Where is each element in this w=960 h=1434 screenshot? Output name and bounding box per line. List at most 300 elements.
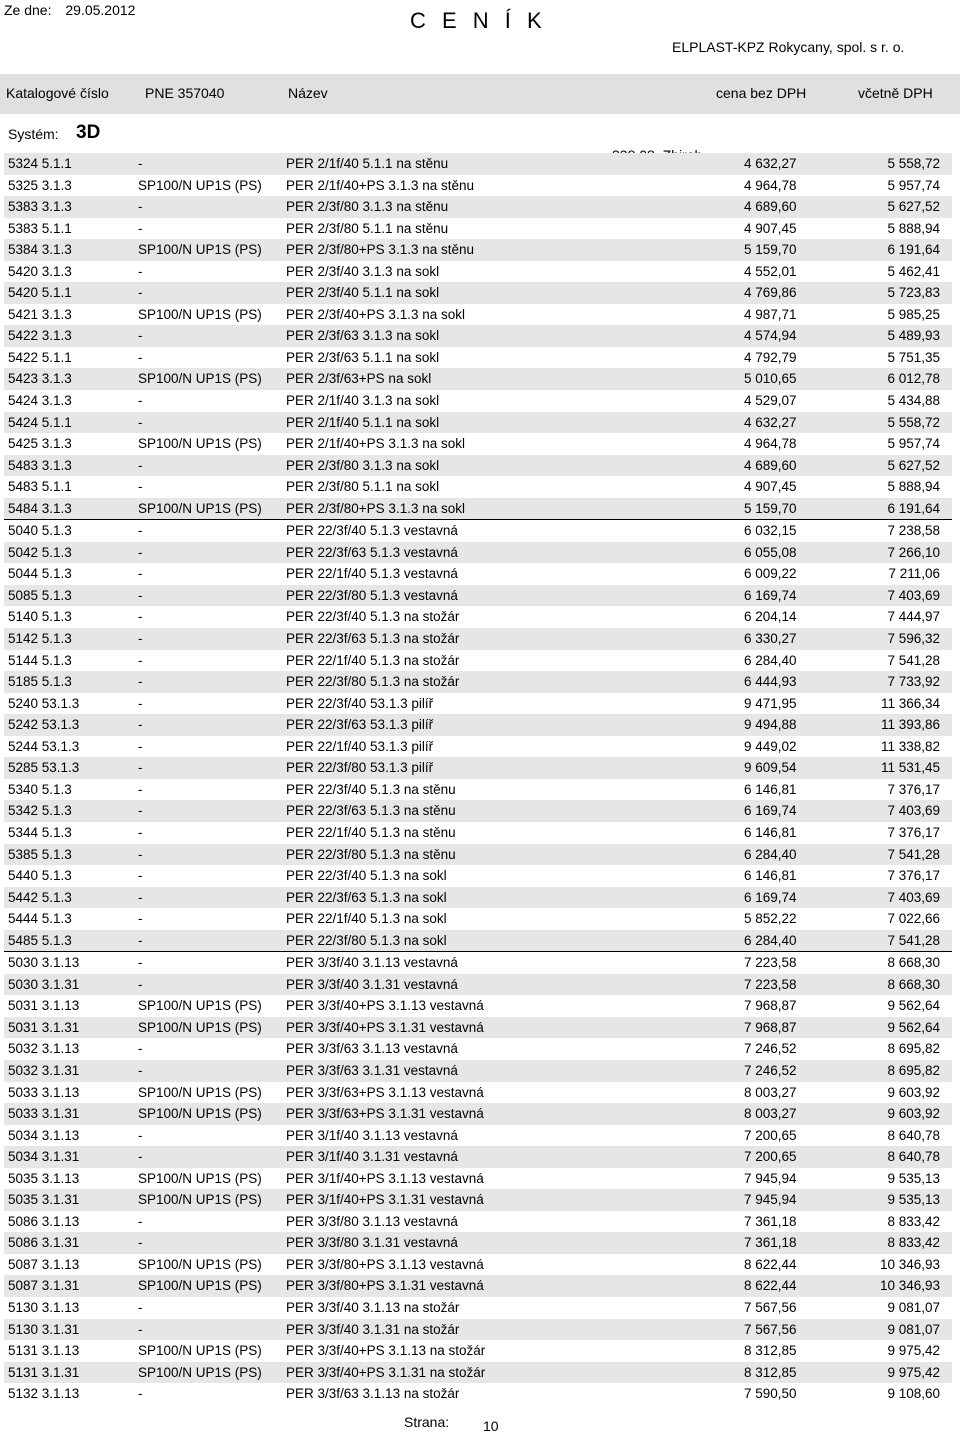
- pne-code: -: [138, 932, 143, 948]
- price-without-vat: 8 003,27: [744, 1106, 797, 1122]
- catalog-number: 5042 5.1.3: [8, 544, 72, 560]
- pne-code: -: [138, 911, 143, 927]
- price-without-vat: 4 987,71: [744, 306, 797, 322]
- product-name: PER 22/1f/40 5.1.3 na sokl: [286, 911, 447, 927]
- table-row: [4, 822, 952, 844]
- table-row: [4, 1319, 952, 1341]
- price-with-vat: 8 695,82: [887, 1062, 940, 1078]
- table-row: [4, 1168, 952, 1190]
- catalog-number: 5440 5.1.3: [8, 868, 72, 884]
- page-label: Strana:: [404, 1414, 450, 1430]
- product-name: PER 3/3f/63 3.1.31 vestavná: [286, 1062, 458, 1078]
- pne-code: -: [138, 652, 143, 668]
- table-row: [4, 1211, 952, 1233]
- price-without-vat: 7 945,94: [744, 1170, 797, 1186]
- price-without-vat: 6 204,14: [744, 609, 797, 625]
- catalog-number: 5324 5.1.1: [8, 156, 72, 171]
- product-name: PER 22/3f/63 5.1.3 na sokl: [286, 889, 447, 905]
- table-row: [4, 1038, 952, 1060]
- catalog-number: 5130 3.1.13: [8, 1299, 80, 1315]
- table-row: [4, 390, 952, 412]
- table-row: [4, 1082, 952, 1104]
- product-name: PER 22/3f/80 5.1.3 vestavná: [286, 587, 458, 603]
- table-row: [4, 952, 952, 974]
- column-header-bar: [0, 74, 960, 114]
- product-name: PER 2/3f/40 3.1.3 na sokl: [286, 263, 440, 279]
- price-with-vat: 9 975,42: [887, 1343, 940, 1359]
- price-with-vat: 7 403,69: [887, 803, 940, 819]
- system-row: [0, 117, 960, 149]
- price-with-vat: 11 531,45: [880, 760, 940, 776]
- table-row: [4, 671, 952, 693]
- product-name: PER 2/1f/40 5.1.1 na stěnu: [286, 156, 449, 171]
- price-with-vat: 11 393,86: [880, 717, 940, 733]
- product-name: PER 22/1f/40 53.1.3 pilíř: [286, 738, 434, 754]
- price-with-vat: 7 444,97: [887, 609, 940, 625]
- catalog-number: 5034 3.1.31: [8, 1149, 80, 1165]
- table-row: [4, 1060, 952, 1082]
- table-row: [4, 865, 952, 887]
- catalog-number: 5285 53.1.3: [8, 760, 80, 776]
- table-row: [4, 175, 952, 197]
- pne-code: -: [138, 285, 143, 301]
- catalog-number: 5087 3.1.13: [8, 1256, 80, 1272]
- pne-code: SP100/N UP1S (PS): [138, 436, 262, 452]
- product-name: PER 22/3f/63 5.1.3 vestavná: [286, 544, 458, 560]
- catalog-number: 5031 3.1.31: [8, 1019, 80, 1035]
- price-with-vat: 7 376,17: [887, 868, 940, 884]
- price-without-vat: 5 852,22: [744, 911, 797, 927]
- product-name: PER 22/3f/63 5.1.3 na stožár: [286, 631, 460, 647]
- price-without-vat: 7 200,65: [744, 1149, 797, 1165]
- price-without-vat: 4 792,79: [744, 349, 797, 365]
- table-row: [4, 995, 952, 1017]
- pne-code: -: [138, 220, 143, 236]
- pne-code: SP100/N UP1S (PS): [138, 1170, 262, 1186]
- price-with-vat: 5 558,72: [887, 156, 940, 171]
- price-with-vat: 6 191,64: [887, 242, 940, 258]
- table-row: [4, 1254, 952, 1276]
- catalog-number: 5033 3.1.31: [8, 1106, 80, 1122]
- table-row: [4, 455, 952, 477]
- price-with-vat: 7 541,28: [887, 652, 940, 668]
- catalog-number: 5424 5.1.1: [8, 414, 72, 430]
- table-row: [4, 1189, 952, 1211]
- price-with-vat: 10 346,93: [879, 1256, 940, 1272]
- table-row: [4, 779, 952, 801]
- catalog-number: 5244 53.1.3: [8, 738, 80, 754]
- price-with-vat: 11 366,34: [880, 695, 940, 711]
- table-row: [4, 800, 952, 822]
- pne-code: SP100/N UP1S (PS): [138, 1256, 262, 1272]
- catalog-number: 5031 3.1.13: [8, 998, 80, 1014]
- price-without-vat: 6 146,81: [744, 781, 797, 797]
- catalog-number: 5044 5.1.3: [8, 566, 72, 582]
- catalog-number: 5422 5.1.1: [8, 349, 72, 365]
- catalog-number: 5033 3.1.13: [8, 1084, 80, 1100]
- price-with-vat: 7 266,10: [887, 544, 940, 560]
- price-without-vat: 7 590,50: [744, 1386, 797, 1402]
- product-name: PER 2/3f/80+PS 3.1.3 na sokl: [286, 500, 465, 516]
- price-without-vat: 6 284,40: [744, 932, 797, 948]
- table-row: [4, 153, 952, 175]
- price-with-vat: 6 012,78: [887, 371, 940, 387]
- catalog-number: 5085 5.1.3: [8, 587, 72, 603]
- catalog-number: 5425 3.1.3: [8, 436, 72, 452]
- price-with-vat: 9 535,13: [887, 1192, 940, 1208]
- product-name: PER 22/1f/40 5.1.3 vestavná: [286, 566, 458, 582]
- price-without-vat: 6 169,74: [744, 803, 797, 819]
- pne-code: -: [138, 976, 143, 992]
- catalog-number: 5086 3.1.13: [8, 1213, 80, 1229]
- product-name: PER 3/3f/63 3.1.13 vestavná: [286, 1041, 458, 1057]
- price-without-vat: 9 494,88: [744, 717, 797, 733]
- pne-code: -: [138, 328, 143, 344]
- pne-code: -: [138, 1149, 143, 1165]
- price-with-vat: 8 668,30: [887, 955, 940, 971]
- price-with-vat: 5 434,88: [887, 393, 940, 409]
- catalog-number: 5420 3.1.3: [8, 263, 72, 279]
- pne-code: -: [138, 609, 143, 625]
- catalog-number: 5144 5.1.3: [8, 652, 72, 668]
- price-with-vat: 5 888,94: [887, 479, 940, 495]
- table-row: [4, 347, 952, 369]
- catalog-number: 5483 5.1.1: [8, 479, 72, 495]
- price-without-vat: 7 223,58: [744, 955, 797, 971]
- table-row: [4, 693, 952, 715]
- price-without-vat: 7 246,52: [744, 1062, 797, 1078]
- table-row: [4, 757, 952, 779]
- price-with-vat: 9 108,60: [887, 1386, 940, 1402]
- product-name: PER 3/3f/63+PS 3.1.13 vestavná: [286, 1084, 484, 1100]
- table-row: [4, 563, 952, 585]
- price-with-vat: 7 541,28: [887, 932, 940, 948]
- price-without-vat: 6 444,93: [744, 674, 797, 690]
- table-row: [4, 1017, 952, 1039]
- table-row: [4, 196, 952, 218]
- pne-code: SP100/N UP1S (PS): [138, 500, 262, 516]
- price-with-vat: 6 191,64: [887, 500, 940, 516]
- price-without-vat: 7 223,58: [744, 976, 797, 992]
- product-name: PER 3/3f/40 3.1.13 na stožár: [286, 1299, 460, 1315]
- table-row: [4, 282, 952, 304]
- catalog-number: 5131 3.1.13: [8, 1343, 80, 1359]
- table-row: [4, 887, 952, 909]
- price-without-vat: 4 574,94: [744, 328, 797, 344]
- pne-code: -: [138, 393, 143, 409]
- product-name: PER 3/1f/40 3.1.31 vestavná: [286, 1149, 458, 1165]
- price-with-vat: 5 627,52: [887, 457, 940, 473]
- price-without-vat: 6 169,74: [744, 587, 797, 603]
- pne-code: SP100/N UP1S (PS): [138, 177, 262, 193]
- price-with-vat: 7 211,06: [888, 566, 940, 582]
- product-name: PER 2/3f/80 5.1.1 na sokl: [286, 479, 440, 495]
- price-with-vat: 9 081,07: [887, 1321, 940, 1337]
- table-row: [4, 1146, 952, 1168]
- pne-code: -: [138, 156, 143, 171]
- product-name: PER 3/1f/40 3.1.13 vestavná: [286, 1127, 458, 1143]
- product-name: PER 22/1f/40 5.1.3 na stěnu: [286, 824, 456, 840]
- price-with-vat: 8 695,82: [887, 1041, 940, 1057]
- product-name: PER 3/3f/63 3.1.13 na stožár: [286, 1386, 460, 1402]
- product-name: PER 2/3f/40 5.1.1 na sokl: [286, 285, 440, 301]
- table-row: [4, 974, 952, 996]
- price-without-vat: 4 964,78: [744, 436, 797, 452]
- table-row: [4, 1275, 952, 1297]
- price-with-vat: 9 562,64: [887, 1019, 940, 1035]
- pne-code: -: [138, 414, 143, 430]
- page-number: 10: [483, 1418, 499, 1434]
- product-name: PER 2/3f/80 5.1.1 na stěnu: [286, 220, 449, 236]
- price-without-vat: 4 552,01: [744, 263, 797, 279]
- price-with-vat: 7 403,69: [887, 889, 940, 905]
- product-name: PER 2/3f/63 3.1.3 na sokl: [286, 328, 440, 344]
- price-without-vat: 7 246,52: [744, 1041, 797, 1057]
- price-without-vat: 7 361,18: [744, 1235, 797, 1251]
- pne-code: SP100/N UP1S (PS): [138, 306, 262, 322]
- product-name: PER 2/1f/40+PS 3.1.3 na stěnu: [286, 177, 475, 193]
- product-name: PER 3/3f/40 3.1.31 na stožár: [286, 1321, 460, 1337]
- product-name: PER 2/3f/63 5.1.1 na sokl: [286, 349, 440, 365]
- pne-code: -: [138, 199, 143, 215]
- pne-code: -: [138, 824, 143, 840]
- pne-code: SP100/N UP1S (PS): [138, 1192, 262, 1208]
- pne-code: -: [138, 544, 143, 560]
- pne-code: -: [138, 738, 143, 754]
- price-with-vat: 8 668,30: [887, 976, 940, 992]
- price-without-vat: 4 529,07: [744, 393, 797, 409]
- price-without-vat: 4 689,60: [744, 457, 797, 473]
- price-with-vat: 5 985,25: [887, 306, 940, 322]
- pne-code: -: [138, 1386, 143, 1402]
- price-without-vat: 6 284,40: [744, 846, 797, 862]
- catalog-number: 5030 3.1.31: [8, 976, 80, 992]
- catalog-number: 5032 3.1.13: [8, 1041, 80, 1057]
- pne-code: SP100/N UP1S (PS): [138, 242, 262, 258]
- table-row: [4, 520, 952, 542]
- product-name: PER 3/3f/40 3.1.13 vestavná: [286, 955, 458, 971]
- pne-code: -: [138, 1062, 143, 1078]
- price-without-vat: 8 312,85: [744, 1364, 797, 1380]
- price-without-vat: 8 622,44: [744, 1278, 797, 1294]
- product-name: PER 3/3f/40+PS 3.1.13 vestavná: [286, 998, 484, 1014]
- catalog-number: 5340 5.1.3: [8, 781, 72, 797]
- price-without-vat: 6 146,81: [744, 824, 797, 840]
- table-row: [4, 498, 952, 521]
- catalog-number: 5035 3.1.13: [8, 1170, 80, 1186]
- price-without-vat: 5 159,70: [744, 242, 797, 258]
- price-with-vat: 7 403,69: [887, 587, 940, 603]
- catalog-number: 5442 5.1.3: [8, 889, 72, 905]
- price-with-vat: 7 541,28: [887, 846, 940, 862]
- price-with-vat: 5 723,83: [887, 285, 940, 301]
- company-name: ELPLAST-KPZ Rokycany, spol. s r. o.: [672, 39, 905, 55]
- price-with-vat: 9 562,64: [887, 998, 940, 1014]
- table-row: [4, 476, 952, 498]
- table-row: [4, 1362, 952, 1384]
- price-with-vat: 9 603,92: [887, 1084, 940, 1100]
- price-without-vat: 6 169,74: [744, 889, 797, 905]
- product-name: PER 3/3f/80+PS 3.1.31 vestavná: [286, 1278, 484, 1294]
- system-label: Systém:: [8, 126, 59, 142]
- product-name: PER 3/3f/40+PS 3.1.31 na stožár: [286, 1364, 486, 1380]
- header-date: [4, 2, 135, 18]
- col-name: Název: [288, 85, 328, 101]
- price-without-vat: 4 632,27: [744, 414, 797, 430]
- price-without-vat: 6 330,27: [744, 631, 797, 647]
- product-name: PER 2/3f/40+PS 3.1.3 na sokl: [286, 306, 465, 322]
- price-with-vat: 9 081,07: [887, 1299, 940, 1315]
- table-row: [4, 628, 952, 650]
- catalog-number: 5032 3.1.31: [8, 1062, 80, 1078]
- price-table: [4, 153, 952, 1405]
- price-with-vat: 5 751,35: [887, 349, 940, 365]
- catalog-number: 5242 53.1.3: [8, 717, 80, 733]
- price-with-vat: 5 462,41: [887, 263, 940, 279]
- catalog-number: 5384 3.1.3: [8, 242, 72, 258]
- pne-code: -: [138, 760, 143, 776]
- price-without-vat: 7 968,87: [744, 998, 797, 1014]
- product-name: PER 3/3f/63+PS 3.1.31 vestavná: [286, 1106, 484, 1122]
- price-with-vat: 7 733,92: [887, 674, 940, 690]
- price-with-vat: 7 376,17: [887, 824, 940, 840]
- product-name: PER 22/1f/40 5.1.3 na stožár: [286, 652, 460, 668]
- product-name: PER 3/3f/80 3.1.31 vestavná: [286, 1235, 458, 1251]
- pne-code: SP100/N UP1S (PS): [138, 998, 262, 1014]
- table-row: [4, 433, 952, 455]
- catalog-number: 5130 3.1.31: [8, 1321, 80, 1337]
- price-without-vat: 6 009,22: [744, 566, 797, 582]
- table-row: [4, 412, 952, 434]
- product-name: PER 22/3f/80 5.1.3 na stěnu: [286, 846, 456, 862]
- price-without-vat: 5 159,70: [744, 500, 797, 516]
- price-without-vat: 8 312,85: [744, 1343, 797, 1359]
- date-value: 29.05.2012: [65, 2, 136, 18]
- price-without-vat: 5 010,65: [744, 371, 797, 387]
- price-with-vat: 8 640,78: [887, 1149, 940, 1165]
- price-without-vat: 7 968,87: [744, 1019, 797, 1035]
- col-catalog-number: Katalogové číslo: [6, 85, 109, 101]
- price-with-vat: 8 833,42: [887, 1235, 940, 1251]
- catalog-number: 5484 3.1.3: [8, 500, 72, 516]
- price-with-vat: 11 338,82: [880, 738, 940, 754]
- pne-code: -: [138, 566, 143, 582]
- catalog-number: 5383 3.1.3: [8, 199, 72, 215]
- catalog-number: 5040 5.1.3: [8, 523, 72, 539]
- table-row: [4, 844, 952, 866]
- price-with-vat: 8 833,42: [887, 1213, 940, 1229]
- pne-code: -: [138, 263, 143, 279]
- price-without-vat: 4 964,78: [744, 177, 797, 193]
- table-row: [4, 1232, 952, 1254]
- table-row: [4, 368, 952, 390]
- system-value: 3D: [76, 122, 101, 143]
- catalog-number: 5086 3.1.31: [8, 1235, 80, 1251]
- table-row: [4, 1340, 952, 1362]
- pne-code: -: [138, 889, 143, 905]
- product-name: PER 3/1f/40+PS 3.1.31 vestavná: [286, 1192, 484, 1208]
- pne-code: -: [138, 846, 143, 862]
- product-name: PER 22/3f/40 5.1.3 na sokl: [286, 868, 447, 884]
- pne-code: -: [138, 457, 143, 473]
- table-row: [4, 304, 952, 326]
- price-without-vat: 7 567,56: [744, 1299, 797, 1315]
- product-name: PER 2/1f/40+PS 3.1.3 na sokl: [286, 436, 465, 452]
- product-name: PER 2/1f/40 5.1.1 na sokl: [286, 414, 440, 430]
- price-with-vat: 5 957,74: [887, 177, 940, 193]
- product-name: PER 2/3f/80 3.1.3 na stěnu: [286, 199, 449, 215]
- catalog-number: 5424 3.1.3: [8, 393, 72, 409]
- table-row: [4, 325, 952, 347]
- date-label: Ze dne:: [4, 2, 52, 18]
- price-without-vat: 9 471,95: [744, 695, 797, 711]
- catalog-number: 5142 5.1.3: [8, 631, 72, 647]
- product-name: PER 2/3f/80+PS 3.1.3 na stěnu: [286, 242, 475, 258]
- table-row: [4, 1125, 952, 1147]
- catalog-number: 5325 3.1.3: [8, 177, 72, 193]
- product-name: PER 3/3f/40+PS 3.1.13 na stožár: [286, 1343, 486, 1359]
- pne-code: -: [138, 631, 143, 647]
- pne-code: -: [138, 1213, 143, 1229]
- catalog-number: 5421 3.1.3: [8, 306, 72, 322]
- table-row: [4, 1383, 952, 1405]
- table-row: [4, 1297, 952, 1319]
- pne-code: SP100/N UP1S (PS): [138, 1278, 262, 1294]
- pne-code: -: [138, 1299, 143, 1315]
- price-with-vat: 5 627,52: [887, 199, 940, 215]
- table-row: [4, 585, 952, 607]
- price-without-vat: 8 622,44: [744, 1256, 797, 1272]
- price-without-vat: 7 945,94: [744, 1192, 797, 1208]
- price-with-vat: 7 022,66: [887, 911, 940, 927]
- price-without-vat: 6 284,40: [744, 652, 797, 668]
- price-with-vat: 9 535,13: [887, 1170, 940, 1186]
- pne-code: -: [138, 349, 143, 365]
- price-with-vat: 9 975,42: [887, 1364, 940, 1380]
- catalog-number: 5383 5.1.1: [8, 220, 72, 236]
- pne-code: SP100/N UP1S (PS): [138, 371, 262, 387]
- pne-code: SP100/N UP1S (PS): [138, 1343, 262, 1359]
- price-with-vat: 7 238,58: [887, 523, 940, 539]
- price-with-vat: 7 376,17: [887, 781, 940, 797]
- pne-code: -: [138, 1235, 143, 1251]
- price-with-vat: 5 957,74: [887, 436, 940, 452]
- table-row: [4, 542, 952, 564]
- catalog-number: 5344 5.1.3: [8, 824, 72, 840]
- price-with-vat: 8 640,78: [887, 1127, 940, 1143]
- price-without-vat: 9 609,54: [744, 760, 797, 776]
- table-row: [4, 261, 952, 283]
- pne-code: SP100/N UP1S (PS): [138, 1364, 262, 1380]
- product-name: PER 22/3f/63 5.1.3 na stěnu: [286, 803, 456, 819]
- product-name: PER 3/1f/40+PS 3.1.13 vestavná: [286, 1170, 484, 1186]
- price-without-vat: 7 567,56: [744, 1321, 797, 1337]
- table-row: [4, 606, 952, 628]
- price-without-vat: 6 146,81: [744, 868, 797, 884]
- pne-code: -: [138, 717, 143, 733]
- pne-code: -: [138, 955, 143, 971]
- product-name: PER 3/3f/80+PS 3.1.13 vestavná: [286, 1256, 484, 1272]
- price-with-vat: 5 489,93: [887, 328, 940, 344]
- catalog-number: 5385 5.1.3: [8, 846, 72, 862]
- pne-code: -: [138, 803, 143, 819]
- pne-code: SP100/N UP1S (PS): [138, 1106, 262, 1122]
- catalog-number: 5030 3.1.13: [8, 955, 80, 971]
- catalog-number: 5087 3.1.31: [8, 1278, 80, 1294]
- product-name: PER 22/3f/80 5.1.3 na stožár: [286, 674, 460, 690]
- catalog-number: 5185 5.1.3: [8, 674, 72, 690]
- table-row: [4, 1103, 952, 1125]
